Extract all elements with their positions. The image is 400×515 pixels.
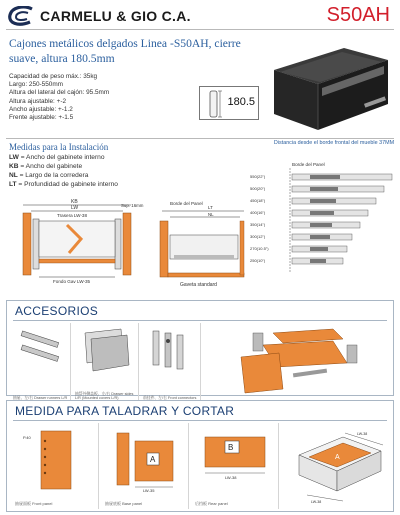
legend-item: KB = Ancho del gabinete bbox=[9, 163, 83, 170]
slide-size-label: 450(18") bbox=[250, 198, 266, 203]
nl-label: NL bbox=[208, 212, 214, 217]
accessory-assembly bbox=[203, 323, 391, 403]
sup-label: Sup. 16mm bbox=[121, 203, 144, 208]
height-value: 180.5 bbox=[227, 96, 255, 108]
panel-letter-a: A bbox=[150, 455, 156, 464]
slide-size-label: 250(10") bbox=[250, 258, 266, 263]
rear-panel-drawing bbox=[191, 423, 279, 509]
spec-front-adjust: Frente ajustable: +-1.5 bbox=[9, 114, 74, 122]
installation-legend bbox=[9, 153, 118, 189]
drawer-assembly-image bbox=[223, 323, 373, 397]
assembled-drawer-drawing bbox=[281, 423, 391, 509]
slide-size-label: 270(10.5") bbox=[250, 246, 269, 251]
panel-border-label: Borde del Panel bbox=[170, 201, 203, 206]
front-panel-drawing bbox=[11, 423, 99, 509]
back-label: Trasera LW-38 bbox=[57, 213, 88, 218]
bottom-label: Fondo Gav LW-35 bbox=[53, 279, 91, 284]
kb-label: KB bbox=[71, 199, 78, 205]
height-profile-box bbox=[199, 86, 259, 120]
standard-drawer-label: Gaveta standard bbox=[180, 282, 217, 288]
accessory-caption: 抽帮外侧盖板、左/右 Drawer sides L/R (Mounted covers L/R) bbox=[75, 391, 134, 401]
spec-width-adjust: Ancho ajustable: +-1.2 bbox=[9, 105, 73, 113]
spec-list bbox=[9, 73, 109, 122]
accessories-section bbox=[6, 300, 394, 401]
drill-caption: 抽屉面板 Front panel bbox=[15, 501, 53, 506]
product-title: Cajones metálicos delgados Linea -S50AH, cierre suave, altura 180.5mm bbox=[9, 37, 241, 65]
accessories-heading: ACCESORIOS bbox=[15, 304, 99, 318]
dim-label: LW-35 bbox=[143, 488, 155, 493]
lw-label: LW bbox=[71, 205, 79, 211]
drawer-sides-image bbox=[79, 327, 133, 373]
side-profile-icon bbox=[204, 90, 224, 118]
connectors-image bbox=[147, 327, 195, 373]
dim-label: P.40 bbox=[23, 435, 31, 440]
drill-cut-section bbox=[6, 400, 394, 512]
panel-letter-b: B bbox=[228, 443, 234, 452]
accessory-runners bbox=[11, 323, 71, 403]
slide-size-label: 300(12") bbox=[250, 234, 266, 239]
distance-note: Distancia desde el borde frontal del mueble 37MM bbox=[273, 140, 395, 146]
side-view-diagram bbox=[152, 195, 250, 290]
installation-heading: Medidas para la Instalación bbox=[9, 142, 109, 152]
dim-label: LW-38 bbox=[311, 500, 322, 504]
spec-side-height: Altura del lateral del cajón: 95.5mm bbox=[9, 89, 110, 97]
cabinet-width-diagram bbox=[9, 195, 149, 290]
runners-image bbox=[17, 329, 65, 369]
company-name: CARMELU & GIO C.A. bbox=[40, 8, 191, 24]
lt-label: LT bbox=[208, 205, 213, 210]
legend-item: NL = Largo de la corredera bbox=[9, 172, 89, 179]
dim-label: LW-38 bbox=[357, 432, 368, 436]
accessory-connectors bbox=[141, 323, 201, 403]
accessory-sides bbox=[73, 323, 139, 403]
drill-caption: 抽屉底板 Base panel bbox=[105, 501, 143, 506]
panel-letter-a-assembled: A bbox=[335, 454, 340, 461]
base-panel-drawing bbox=[101, 423, 189, 509]
slide-size-label: 500(20") bbox=[250, 186, 266, 191]
spec-length: Largo: 250-550mm bbox=[9, 81, 63, 89]
slide-size-label: 550(22") bbox=[250, 174, 266, 179]
drill-caption: 后挡板 Rear panel bbox=[195, 501, 228, 506]
legend-item: LW = Ancho del gabinete interno bbox=[9, 154, 105, 161]
accessory-caption: 抽屉、左/右 Drawer runners L/R bbox=[13, 396, 68, 401]
drill-divider bbox=[13, 420, 387, 421]
panel-edge-label: Borde del Panel bbox=[292, 162, 325, 167]
legend-item: LT = Profundidad de gabinete interno bbox=[9, 181, 118, 188]
model-code: S50AH bbox=[326, 4, 390, 26]
dim-label: LW-38 bbox=[225, 475, 237, 480]
slide-size-label: 350(14") bbox=[250, 222, 266, 227]
company-logo-icon bbox=[8, 6, 34, 26]
spec-height-adjust: Altura ajustable: +-2 bbox=[9, 97, 67, 105]
section-divider bbox=[6, 138, 394, 139]
drill-cut-heading: MEDIDA PARA TALADRAR Y CORTAR bbox=[15, 404, 235, 418]
accessories-divider bbox=[13, 320, 387, 321]
spec-weight: Capacidad de peso máx.: 35kg bbox=[9, 73, 98, 80]
slide-rail bbox=[292, 174, 392, 180]
slide-size-label: 400(16") bbox=[250, 210, 266, 215]
slide-length-diagram bbox=[250, 160, 396, 290]
accessory-caption: 前挂件、左/右 Front connectors bbox=[143, 396, 197, 401]
drawer-product-image bbox=[266, 30, 392, 136]
